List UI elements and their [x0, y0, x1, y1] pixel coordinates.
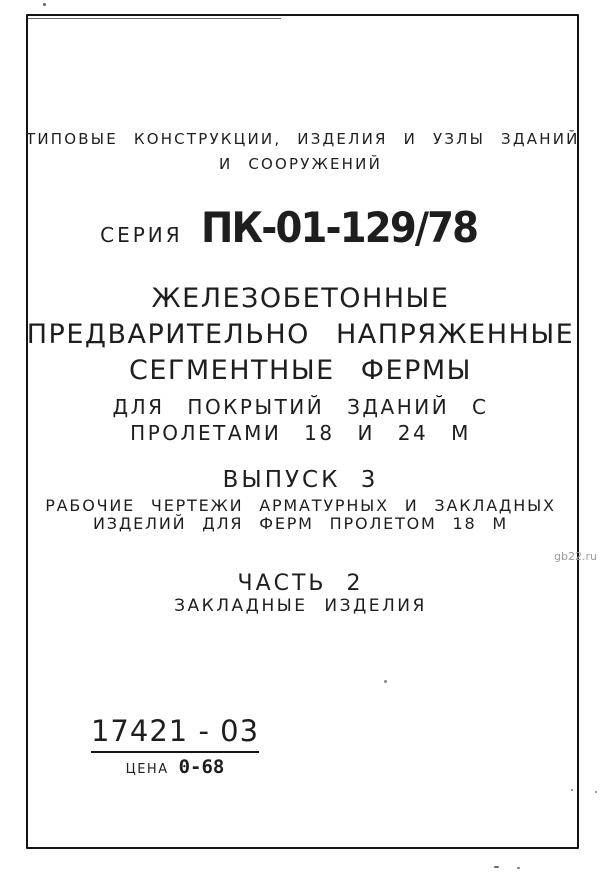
- catalog-block: [88, 714, 262, 778]
- issue-line-1: РАБОЧИЕ ЧЕРТЕЖИ АРМАТУРНЫХ И ЗАКЛАДНЫХ: [45, 496, 556, 515]
- price-row: [88, 756, 262, 778]
- scan-speck: [571, 789, 573, 791]
- scan-speck: [494, 866, 499, 868]
- scan-speck: [43, 3, 46, 6]
- issue-heading: ВЫПУСК 3: [222, 467, 379, 493]
- part-subheading: ЗАКЛАДНЫЕ ИЗДЕЛИЯ: [174, 596, 427, 616]
- price-value: 0-68: [178, 756, 225, 778]
- series-label: СЕРИЯ: [100, 223, 183, 247]
- price-label: ЦЕНА: [125, 762, 169, 777]
- scan-speck: [595, 791, 597, 793]
- title-line-2: ПРЕДВАРИТЕЛЬНО НАПРЯЖЕННЫЕ: [26, 319, 575, 350]
- subtitle-line-2: ПРОЛЕТАМИ 18 И 24 М: [130, 421, 471, 445]
- subtitle-line-1: ДЛЯ ПОКРЫТИЙ ЗДАНИЙ С: [112, 395, 489, 419]
- header-line-1: ТИПОВЫЕ КОНСТРУКЦИИ, ИЗДЕЛИЯ И УЗЛЫ ЗДАНИЙ: [26, 130, 580, 148]
- series-number: ПК-01-129/78: [200, 203, 477, 252]
- watermark-text: gb22.ru: [554, 550, 597, 563]
- header-line-2: И СООРУЖЕНИЙ: [218, 155, 383, 173]
- scan-speck: [517, 867, 520, 869]
- title-line-1: ЖЕЛЕЗОБЕТОННЫЕ: [151, 283, 450, 314]
- series-row: [26, 203, 575, 252]
- issue-line-2: ИЗДЕЛИЙ ДЛЯ ФЕРМ ПРОЛЕТОМ 18 М: [93, 514, 508, 533]
- title-line-3: СЕГМЕНТНЫЕ ФЕРМЫ: [129, 355, 472, 386]
- part-heading: ЧАСТЬ 2: [237, 571, 364, 596]
- catalog-underline: [91, 751, 259, 753]
- scan-speck: [384, 680, 387, 683]
- catalog-number: 17421 - 03: [90, 714, 260, 748]
